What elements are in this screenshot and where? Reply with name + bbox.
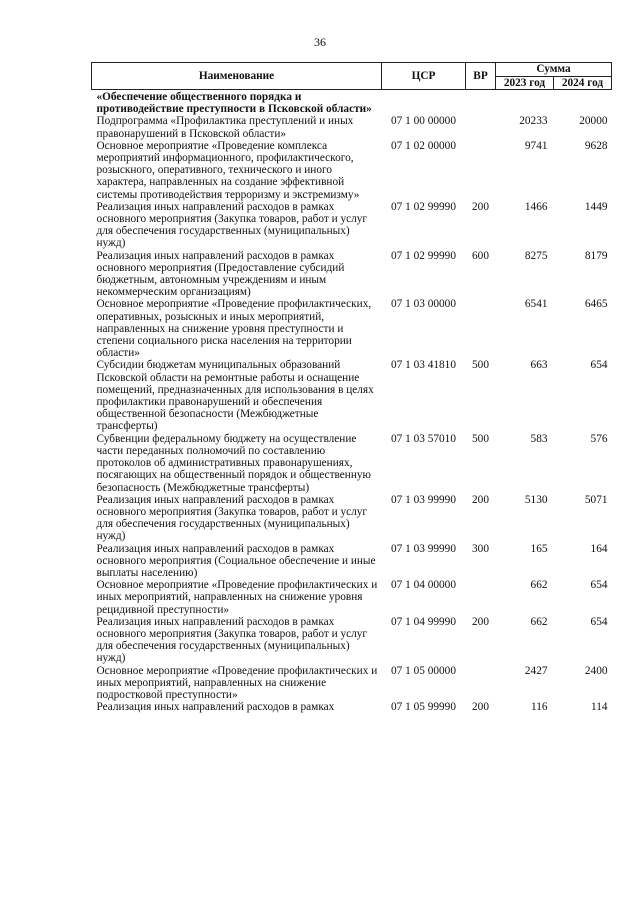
row-amount-2024: 9628 xyxy=(584,139,608,152)
row-name: Реализация иных направлений расходов в рамках основного мероприятия (Предоставление субсидий бюджетным, автономным учреждениям и иным некоммерческим организациям) xyxy=(96,249,345,299)
row-amount-2023: 20233 xyxy=(519,115,548,128)
row-name: Основное мероприятие «Проведение профилактических и иных мероприятий, направленных на снижение подростковой преступности» xyxy=(96,664,378,701)
row-csr-code: 07 1 00 00000 xyxy=(391,115,456,128)
header-sum: Сумма xyxy=(496,63,612,77)
row-csr-code: 07 1 04 99990 xyxy=(391,615,456,628)
row-name: Основное мероприятие «Проведение комплекса мероприятий информационного, профилактического, розыскного, оперативного, технического и иного характера, направленных на создание эффективной системы противодействия терроризму и экстремизму» xyxy=(96,139,360,201)
table-body xyxy=(92,90,612,714)
row-amount-2023: 6541 xyxy=(524,298,548,311)
row-name: Реализация иных направлений расходов в рамках основного мероприятия (Закупка товаров, работ и услуг для обеспечения государственных (муниципальных) нужд) xyxy=(96,615,368,665)
row-amount-2024: 576 xyxy=(590,432,608,445)
row-vr-code xyxy=(466,115,496,139)
row-amount-2024: 1449 xyxy=(584,200,608,213)
row-amount-2024: 6465 xyxy=(584,298,608,311)
row-amount-2024: 654 xyxy=(590,359,608,372)
row-csr-code: 07 1 02 00000 xyxy=(391,139,456,152)
row-name: Субвенции федеральному бюджету на осуществление части переданных полномочий по составлению протоколов об административных правонарушениях, посягающих на общественный порядок и общественную безопасность (Межбюджетные трансферты) xyxy=(96,432,371,494)
header-csr: ЦСР xyxy=(382,63,466,90)
table-row xyxy=(92,115,612,139)
row-vr-code: 200 xyxy=(472,701,489,714)
row-csr-code: 07 1 03 41810 xyxy=(391,359,456,372)
row-csr-code: 07 1 02 99990 xyxy=(391,249,456,262)
row-amount-2023: 2427 xyxy=(524,664,548,677)
row-amount-2023: 662 xyxy=(530,615,548,628)
budget-table xyxy=(91,62,612,713)
row-vr-code xyxy=(466,579,496,616)
table-row xyxy=(92,579,612,616)
row-vr-code: 200 xyxy=(472,200,489,213)
table-row xyxy=(92,359,612,432)
row-amount-2024: 114 xyxy=(590,701,608,714)
row-amount-2023: 663 xyxy=(530,359,548,372)
row-name: Реализация иных направлений расходов в рамках основного мероприятия (Закупка товаров, работ и услуг для обеспечения государственных (муниципальных) нужд) xyxy=(96,493,368,543)
table-row xyxy=(92,543,612,580)
row-vr-code: 300 xyxy=(472,542,489,555)
section-title: «Обеспечение общественного порядка и противодействие преступности в Псковской области» xyxy=(96,91,372,116)
header-year-2024: 2024 год xyxy=(554,76,612,90)
row-csr-code: 07 1 05 99990 xyxy=(391,701,456,714)
row-amount-2024: 654 xyxy=(590,579,608,592)
table-row xyxy=(92,616,612,665)
row-name: Подпрограмма «Профилактика преступлений и иных правонарушений в Псковской области» xyxy=(96,115,354,140)
table-row xyxy=(92,298,612,359)
table-header xyxy=(92,63,612,90)
row-amount-2023: 5130 xyxy=(524,493,548,506)
row-name: Реализация иных направлений расходов в рамках xyxy=(96,701,335,714)
row-csr-code: 07 1 04 00000 xyxy=(391,579,456,592)
table-row xyxy=(92,665,612,702)
page-number: 36 xyxy=(314,35,326,49)
row-csr-code: 07 1 02 99990 xyxy=(391,200,456,213)
row-vr-code: 500 xyxy=(472,432,489,445)
row-name: Основное мероприятие «Проведение профилактических и иных мероприятий, направленных на снижение уровня рецидивной преступности» xyxy=(96,579,378,616)
table-row xyxy=(92,250,612,299)
row-vr-code: 200 xyxy=(472,493,489,506)
row-name: Основное мероприятие «Проведение профилактических, оперативных, розыскных и иных мероприятий, направленных на снижение уровня преступности и степени социального риска населения на территории области» xyxy=(96,298,372,360)
row-amount-2023: 1466 xyxy=(524,200,548,213)
table-row xyxy=(92,701,612,713)
table-row xyxy=(92,140,612,201)
row-vr-code xyxy=(466,298,496,359)
row-vr-code xyxy=(466,140,496,201)
row-csr-code: 07 1 03 57010 xyxy=(391,432,456,445)
row-name: Субсидии бюджетам муниципальных образований Псковской области на ремонтные работы и оснащение помещений, предназначенных для использования в целях профилактики правонарушений и обеспечения общественной безопасности (Межбюджетные трансферты) xyxy=(96,359,374,433)
row-amount-2023: 8275 xyxy=(524,249,548,262)
row-csr-code: 07 1 03 99990 xyxy=(391,542,456,555)
row-amount-2024: 654 xyxy=(590,615,608,628)
row-vr-code: 500 xyxy=(472,359,489,372)
row-amount-2024: 2400 xyxy=(584,664,608,677)
row-amount-2024: 20000 xyxy=(579,115,608,128)
row-amount-2024: 164 xyxy=(590,542,608,555)
row-amount-2024: 8179 xyxy=(584,249,608,262)
row-vr-code: 600 xyxy=(472,249,489,262)
row-csr-code: 07 1 03 00000 xyxy=(391,298,456,311)
row-amount-2023: 116 xyxy=(530,701,548,714)
row-amount-2023: 583 xyxy=(530,432,548,445)
table-row xyxy=(92,433,612,494)
row-csr-code: 07 1 05 00000 xyxy=(391,664,456,677)
row-vr-code: 200 xyxy=(472,615,489,628)
table-row xyxy=(92,494,612,543)
header-vr: ВР xyxy=(466,63,496,90)
row-amount-2023: 9741 xyxy=(524,139,548,152)
section-title-row xyxy=(92,90,612,116)
row-name: Реализация иных направлений расходов в рамках основного мероприятия (Закупка товаров, работ и услуг для обеспечения государственных (муниципальных) нужд) xyxy=(96,200,368,250)
row-amount-2023: 165 xyxy=(530,542,548,555)
row-amount-2024: 5071 xyxy=(584,493,608,506)
row-name: Реализация иных направлений расходов в рамках основного мероприятия (Социальное обеспечение и иные выплаты населению) xyxy=(96,542,376,579)
row-vr-code xyxy=(466,665,496,702)
header-name: Наименование xyxy=(92,63,382,90)
header-year-2023: 2023 год xyxy=(496,76,554,90)
row-csr-code: 07 1 03 99990 xyxy=(391,493,456,506)
row-amount-2023: 662 xyxy=(530,579,548,592)
table-row xyxy=(92,201,612,250)
